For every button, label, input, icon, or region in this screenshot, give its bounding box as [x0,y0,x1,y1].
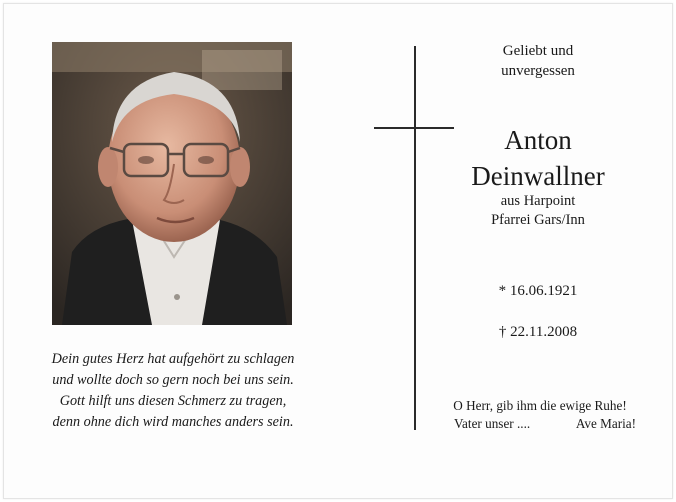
origin-parish: Pfarrei Gars/Inn [491,212,585,228]
prayer-ave-maria: Ave Maria! [575,416,636,431]
prayer-line: O Herr, gib ihm die ewige Ruhe! [453,398,627,413]
poem-line: Gott hilft uns diesen Schmerz zu tragen, [59,393,287,409]
memorial-poem [34,349,312,433]
prayer [440,397,640,433]
first-name: Anton [504,125,572,155]
last-name: Deinwallner [471,161,605,191]
poem-line: Dein gutes Herz hat aufgehört zu schlagen [51,351,295,367]
memorial-heading [438,41,638,81]
death-date: † 22.11.2008 [498,324,578,340]
portrait-photo [52,42,292,325]
origin-place: aus Harpoint [500,193,576,209]
origin [438,192,638,230]
heading-line: unvergessen [501,63,575,79]
cross-vertical [414,46,416,430]
poem-line: und wollte doch so gern noch bei uns sein. [52,372,294,388]
prayer-vater-unser: Vater unser .... [454,416,531,431]
poem-line: denn ohne dich wird manches anders sein. [52,414,294,430]
memorial-card [3,3,673,499]
prayer-line-2 [440,415,640,433]
heading-line: Geliebt und [502,43,574,59]
birth-date: * 16.06.1921 [498,283,578,299]
